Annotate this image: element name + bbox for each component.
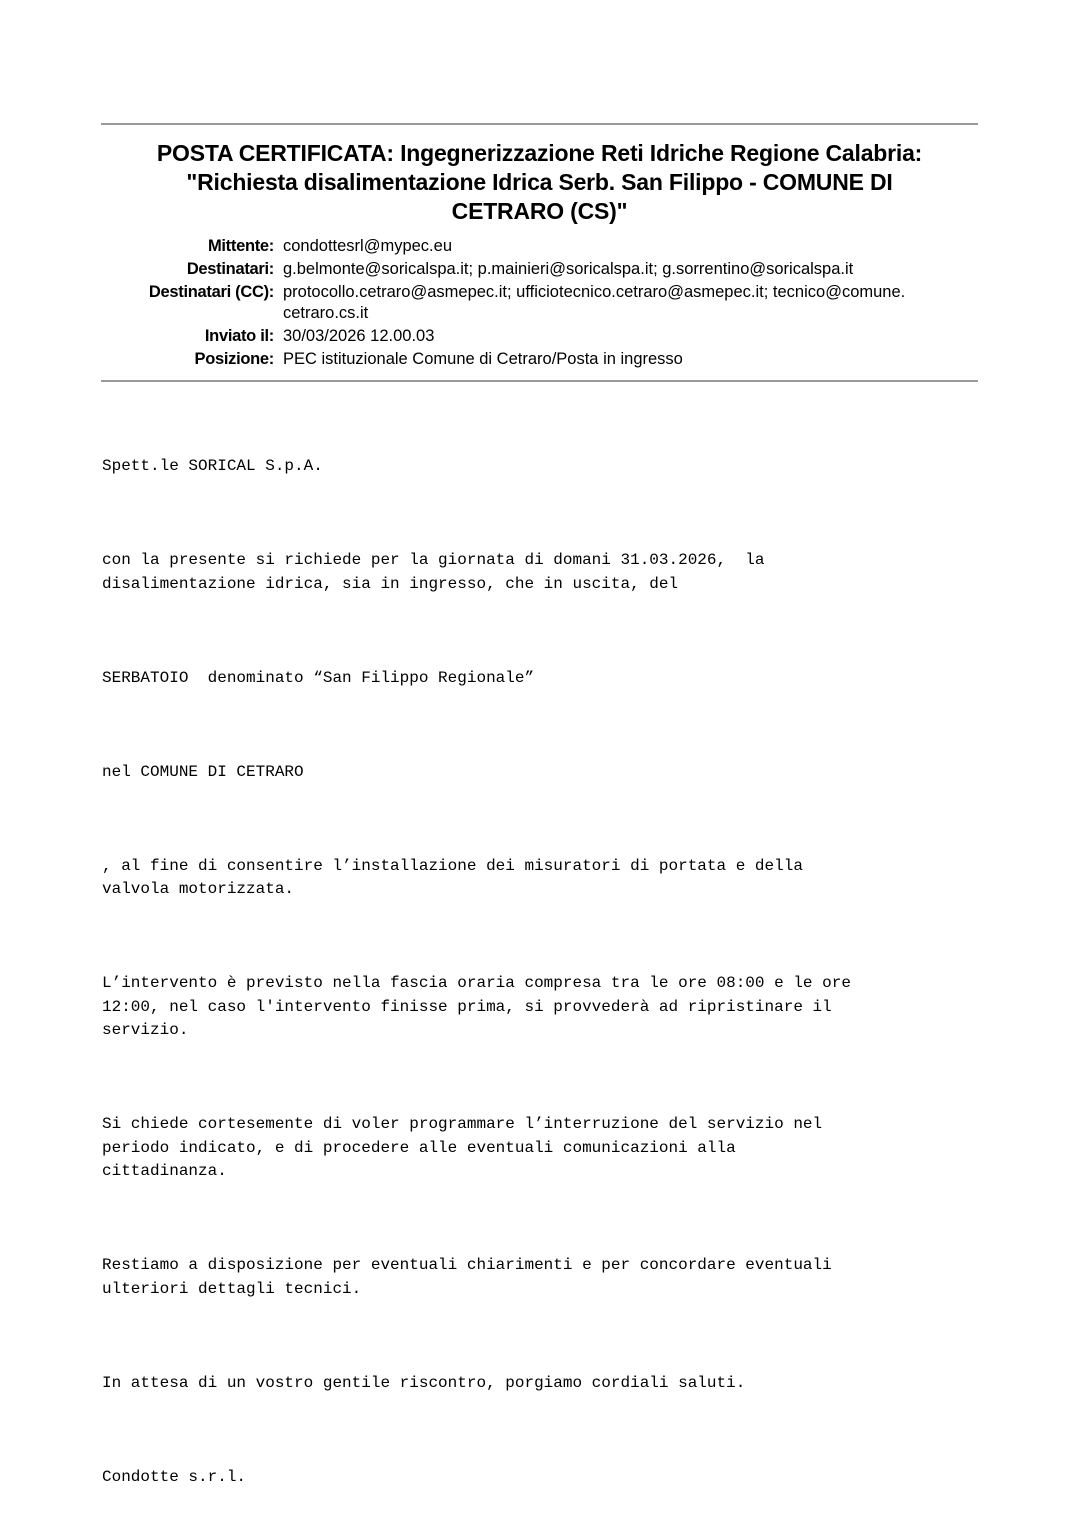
top-divider (101, 123, 978, 125)
meta-row-cc (101, 282, 978, 324)
email-body (102, 408, 982, 1536)
meta-row-posizione (101, 349, 978, 370)
email-subject (111, 139, 968, 226)
mittente-label: Mittente: (207, 237, 274, 255)
posizione-label: Posizione: (194, 350, 274, 368)
posizione-value: PEC istituzionale Comune di Cetraro/Posta in ingresso (283, 350, 683, 368)
meta-row-mittente (101, 236, 978, 257)
body-paragraph: In attesa di un vostro gentile riscontro, porgiamo cordiali saluti. (102, 1373, 746, 1392)
cc-value-line-2: cetraro.cs.it (283, 304, 369, 322)
cc-value (283, 282, 978, 324)
subject-line-1: POSTA CERTIFICATA: Ingegnerizzazione Reti Idriche Regione Calabria: (156, 140, 923, 166)
meta-row-inviato (101, 326, 978, 347)
cc-value-line-1: protocollo.cetraro@asmepec.it; ufficiotecnico.cetraro@asmepec.it; tecnico@comune. (283, 283, 906, 301)
body-paragraph: Si chiede cortesemente di voler programmare l’interruzione del servizio nel periodo indicato, e di procedere alle eventuali comunicazioni alla cittadinanza. (102, 1115, 823, 1180)
subject-line-2: "Richiesta disalimentazione Idrica Serb. San Filippo - COMUNE DI (186, 169, 893, 195)
inviato-label: Inviato il: (204, 327, 274, 345)
body-paragraph: L’intervento è previsto nella fascia oraria compresa tra le ore 08:00 e le ore 12:00, nel caso l'intervento finisse prima, si provvederà ad ripristinare il servizio. (102, 974, 851, 1039)
subject-line-3: CETRARO (CS)" (451, 198, 628, 224)
body-paragraph: SERBATOIO denominato “San Filippo Regionale” (102, 668, 535, 687)
body-paragraph: Restiamo a disposizione per eventuali chiarimenti e per concordare eventuali ulteriori dettagli tecnici. (102, 1256, 832, 1298)
body-paragraph: , al fine di consentire l’installazione dei misuratori di portata e della valvola motorizzata. (102, 856, 803, 898)
cc-label: Destinatari (CC): (148, 283, 274, 301)
body-paragraph: Spett.le SORICAL S.p.A. (102, 457, 323, 475)
bottom-divider (101, 380, 978, 382)
meta-row-destinatari (101, 259, 978, 280)
email-header (101, 123, 978, 382)
inviato-value: 30/03/2026 12.00.03 (283, 327, 435, 345)
body-paragraph: nel COMUNE DI CETRARO (102, 762, 304, 781)
body-paragraph: con la presente si richiede per la giornata di domani 31.03.2026, la disalimentazione idrica, sia in ingresso, che in uscita, del (102, 551, 765, 593)
body-signature: Condotte s.r.l. (102, 1467, 247, 1486)
destinatari-value: g.belmonte@soricalspa.it; p.mainieri@soricalspa.it; g.sorrentino@soricalspa.it (283, 260, 854, 278)
mittente-value: condottesrl@mypec.eu (283, 237, 452, 255)
email-meta (101, 236, 978, 370)
destinatari-label: Destinatari: (186, 260, 274, 278)
